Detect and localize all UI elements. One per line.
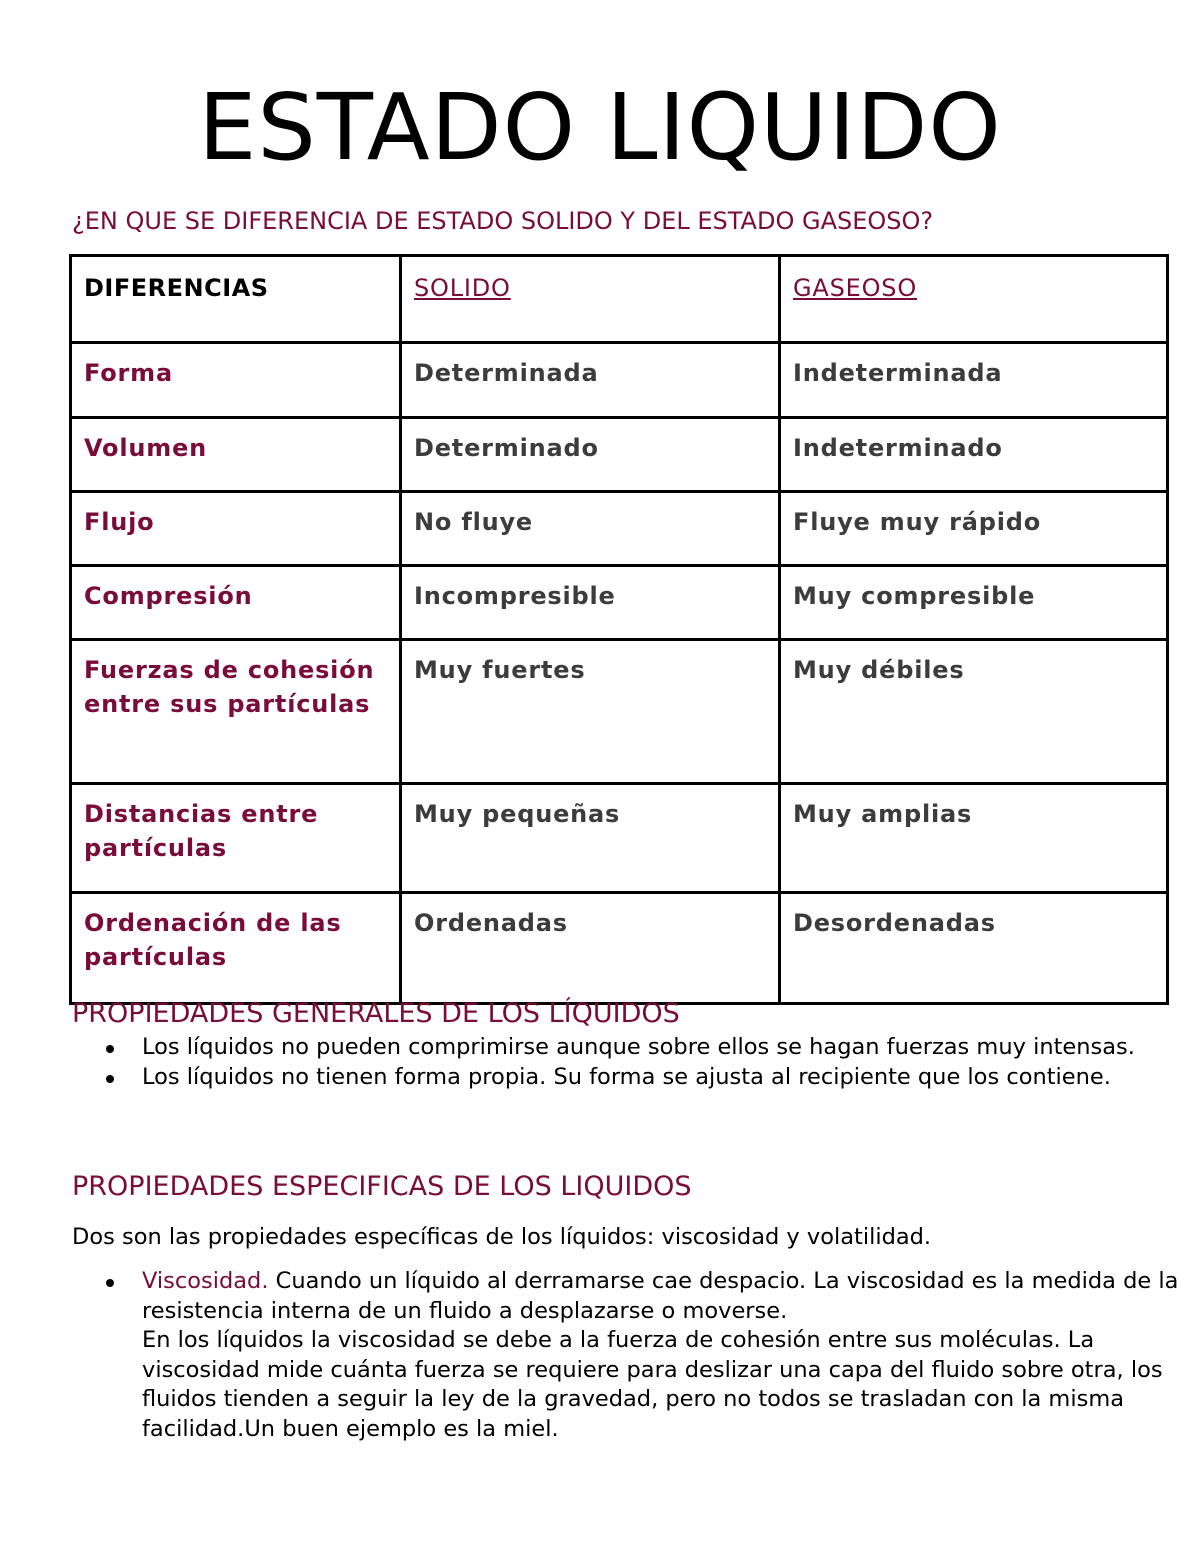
table-row [71,640,1168,784]
solido-value: Ordenadas [401,893,780,1004]
general-properties-list [72,1033,1192,1092]
list-item-viscosity [142,1267,1192,1444]
list-item: Los líquidos no tienen forma propia. Su forma se ajusta al recipiente que los contiene. [142,1063,1192,1093]
question-heading: ¿EN QUE SE DIFERENCIA DE ESTADO SOLIDO Y DEL ESTADO GASEOSO? [72,207,934,235]
table-row [71,566,1168,640]
header-gaseoso: GASEOSO [780,256,1168,343]
solido-value: No fluye [401,492,780,566]
table-row [71,492,1168,566]
general-properties-heading: PROPIEDADES GENERALES DE LOS LÍQUIDOS [72,998,680,1029]
row-label: Distancias entre partículas [71,784,401,893]
viscosity-term: Viscosidad. [142,1268,269,1294]
list-item: Los líquidos no pueden comprimirse aunque sobre ellos se hagan fuerzas muy intensas. [142,1033,1192,1063]
solido-value: Determinada [401,343,780,418]
specific-properties-heading: PROPIEDADES ESPECIFICAS DE LOS LIQUIDOS [72,1171,692,1202]
viscosity-definition: Cuando un líquido al derramarse cae despacio. La viscosidad es la medida de la resistencia interna de un fluido a desplazarse o moverse. [142,1268,1179,1324]
row-label: Volumen [71,418,401,492]
table-header-row [71,256,1168,343]
row-label: Ordenación de las partículas [71,893,401,1004]
solido-value: Incompresible [401,566,780,640]
page-title: ESTADO LIQUIDO [198,74,1002,181]
gaseoso-value: Indeterminada [780,343,1168,418]
gaseoso-value: Fluye muy rápido [780,492,1168,566]
table-row [71,418,1168,492]
specific-properties-list [72,1267,1192,1444]
table-row [71,893,1168,1004]
row-label: Flujo [71,492,401,566]
header-solido: SOLIDO [401,256,780,343]
gaseoso-value: Muy amplias [780,784,1168,893]
specific-intro: Dos son las propiedades específicas de los líquidos: viscosidad y volatilidad. [72,1224,932,1250]
viscosity-explanation: En los líquidos la viscosidad se debe a la fuerza de cohesión entre sus moléculas. La viscosidad mide cuánta fuerza se requiere para deslizar una capa del fluido sobre otra, los fluidos tienden a seguir la ley de la gravedad, pero no todos se trasladan con la misma facilidad.Un buen ejemplo es la miel. [142,1327,1163,1442]
table-row [71,784,1168,893]
row-label: Forma [71,343,401,418]
row-label: Fuerzas de cohesión entre sus partículas [71,640,401,784]
gaseoso-value: Desordenadas [780,893,1168,1004]
solido-value: Determinado [401,418,780,492]
row-label: Compresión [71,566,401,640]
gaseoso-value: Muy compresible [780,566,1168,640]
solido-value: Muy pequeñas [401,784,780,893]
gaseoso-value: Indeterminado [780,418,1168,492]
solido-value: Muy fuertes [401,640,780,784]
header-diferencias: DIFERENCIAS [71,256,401,343]
table-row [71,343,1168,418]
differences-table [69,254,1169,1005]
gaseoso-value: Muy débiles [780,640,1168,784]
